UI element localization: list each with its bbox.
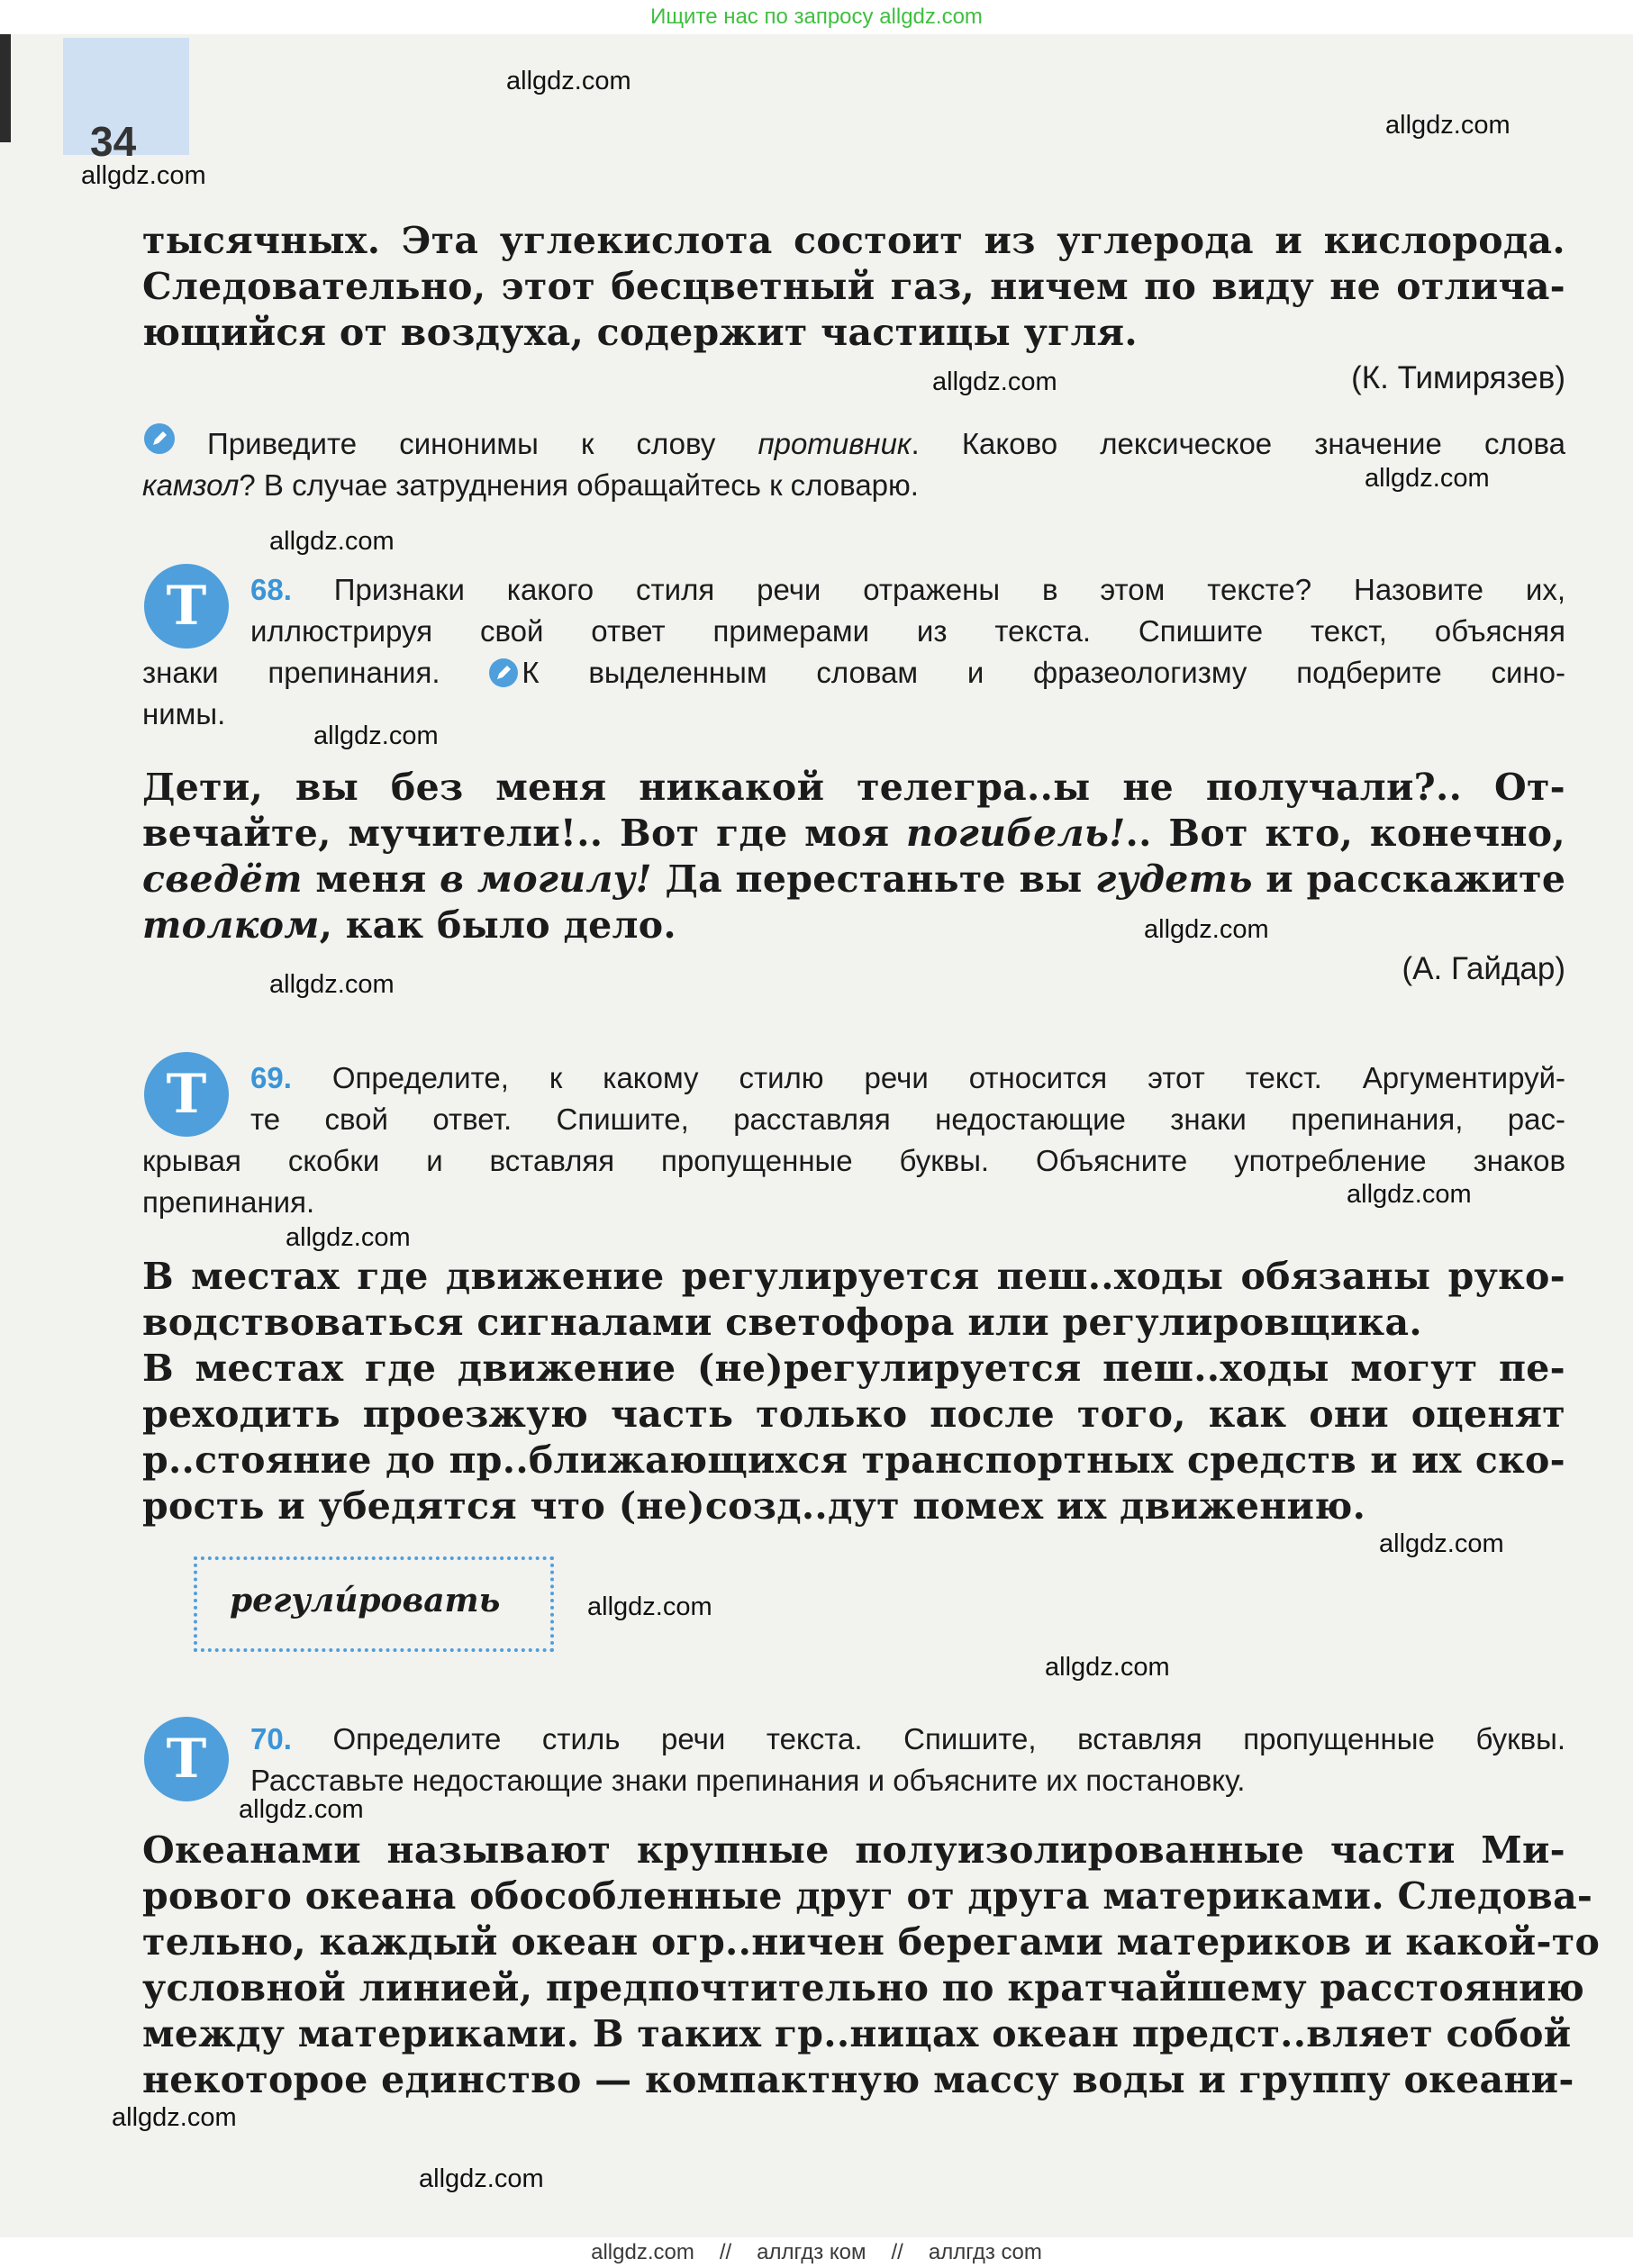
passage69-line: реходить проезжую часть только после того, как они оценят [142,1393,1565,1436]
passage1-line: ющийся от воздуха, содержит частицы угля. [142,311,1138,354]
bottom-banner [0,2237,1633,2268]
watermark: allgdz.com [506,67,631,95]
task69-line: те свой ответ. Спишите, расставляя недостающие знаки препинания, рас- [250,1102,1565,1136]
t-badge-icon: T [144,1052,229,1137]
passage1-line: Следовательно, этот бесцветный газ, ничем по виду не отлича- [142,265,1565,308]
task70-line: Расставьте недостающие знаки препинания и объясните их постановку. [250,1764,1246,1797]
passage1-line: тысячных. Эта углекислота состоит из углерода и кислорода. [142,219,1565,262]
task69-line: препинания. [142,1185,315,1219]
watermark: allgdz.com [1385,111,1511,140]
watermark: allgdz.com [1365,464,1490,493]
watermark: allgdz.com [932,367,1057,396]
task69-line: крывая скобки и вставляя пропущенные буквы. Объясните употребление знаков [142,1144,1565,1177]
passage70-line: условной линией, предпочтительно по кратчайшему расстоянию [142,1966,1585,2009]
watermark: allgdz.com [587,1592,712,1621]
watermark: allgdz.com [1347,1180,1472,1209]
vocabulary-word: регули́ровать [230,1582,501,1619]
bottom-link[interactable]: аллгдз ком [757,2240,866,2264]
watermark: allgdz.com [286,1223,411,1252]
task68-line: знаки препинания. К выделенным словам и фразеологизму подберите сино- [142,656,1566,689]
t-badge-icon: T [144,564,229,649]
passage70-line: некоторое единство — компактную массу воды и группу океани- [142,2058,1574,2101]
t-badge-icon: T [144,1717,229,1801]
bottom-link[interactable]: аллгдз com [928,2240,1042,2264]
bottom-link[interactable]: allgdz.com [591,2240,694,2264]
watermark: allgdz.com [239,1795,364,1824]
task70-line: 70. Определите стиль речи текста. Спишите, вставляя пропущенные буквы. [250,1722,1565,1755]
passage69-line: р..стояние до пр..ближающихся транспортных средств и их ско- [142,1438,1565,1482]
passage70-line: тельно, каждый океан огр..ничен берегами материков и какой-то [142,1920,1601,1964]
watermark: allgdz.com [112,2103,237,2132]
page-number: 34 [90,118,137,165]
watermark: allgdz.com [1379,1529,1504,1558]
passage1-author: (К. Тимирязев) [1351,360,1565,395]
bottom-separator: // [719,2240,732,2264]
passage69-line: водствоваться сигналами светофора или регулировщика. [142,1301,1422,1344]
pencil-icon [489,658,518,687]
note1-line: Приведите синонимы к слову противник. Каково лексическое значение слова [207,427,1565,460]
passage68-line: толком, как было дело. [142,903,676,947]
watermark: allgdz.com [1144,915,1269,944]
passage70-line: Океанами называют крупные полуизолированные части Ми- [142,1828,1565,1872]
note1-line: камзол? В случае затруднения обращайтесь к словарю. [142,468,919,502]
pencil-icon [144,423,175,454]
watermark: allgdz.com [269,527,395,556]
watermark: allgdz.com [1045,1653,1170,1682]
task68-line: 68. Признаки какого стиля речи отражены в этом тексте? Назовите их, [250,573,1566,606]
passage68-line: сведёт меня в могилу! Да перестаньте вы гудеть и расскажите [142,857,1566,901]
task68-line: иллюстрируя свой ответ примерами из текста. Спишите текст, объясняя [250,614,1565,648]
passage68-line: Дети, вы без меня никакой телегра..ы не получали?.. От- [142,766,1565,809]
watermark: allgdz.com [269,970,395,999]
watermark: allgdz.com [313,721,439,750]
page-edge-shadow [0,34,11,142]
watermark: allgdz.com [419,2164,544,2193]
passage70-line: между материками. В таких гр..ницах океан предст..вляет собой [142,2012,1572,2055]
passage69-line: В местах где движение (не)регулируется пеш..ходы могут пе- [142,1347,1565,1390]
passage68-author: (А. Гайдар) [1402,951,1565,986]
bottom-separator: // [891,2240,903,2264]
watermark: allgdz.com [81,161,206,190]
passage69-line: В местах где движение регулируется пеш..ходы обязаны руко- [142,1255,1565,1298]
task69-line: 69. Определите, к какому стилю речи относится этот текст. Аргументируй- [250,1061,1565,1094]
passage68-line: вечайте, мучители!.. Вот где моя погибель!.. Вот кто, конечно, [142,812,1565,855]
passage69-line: рость и убедятся что (не)созд..дут помех их движению. [142,1484,1366,1528]
passage70-line: рового океана обособленные друг от друга материками. Следова- [142,1874,1593,1918]
vocabulary-box [194,1556,554,1652]
task68-line: нимы. [142,697,226,730]
top-banner[interactable]: Ищите нас по запросу allgdz.com [0,0,1633,34]
